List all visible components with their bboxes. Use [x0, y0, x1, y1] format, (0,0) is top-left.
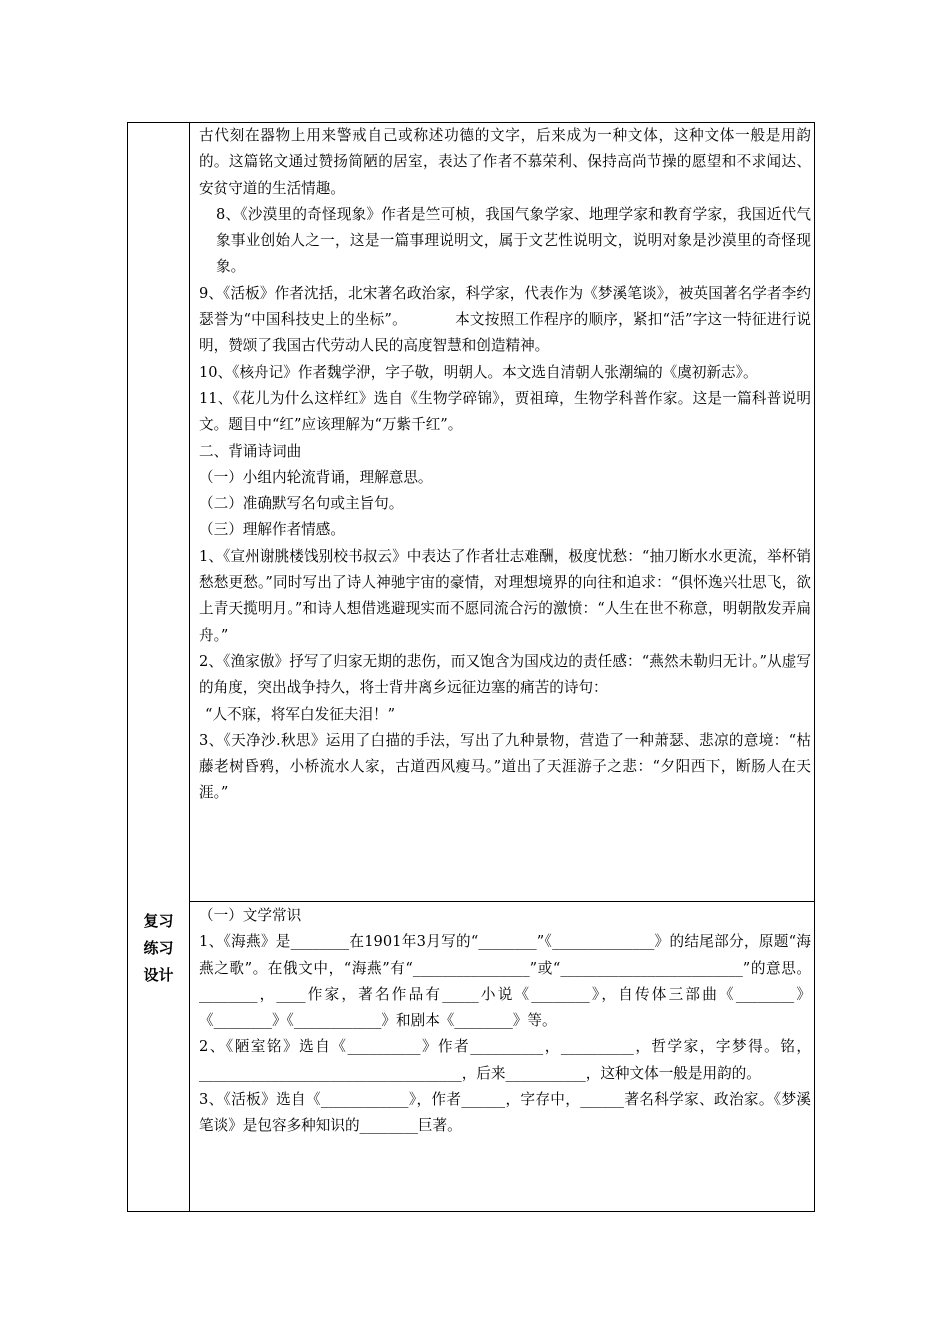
paragraph-item-10: 10、《核舟记》作者魏学洢，字子敬，明朝人。本文选自清朝人张潮编的《虞初新志》。 [199, 363, 758, 381]
question-3-huoban: 3、《活板》选自《____________》，作者______，字存中，______著名科学家、政治家。《梦溪笔谈》是包容多种知识的________巨著。 [199, 1091, 811, 1135]
lesson-table [127, 122, 815, 1212]
paragraph-poem-2: 2、《渔家傲》抒写了归家无期的悲伤，而又饱含为国戍边的责任感：“燕然未勒归无计。”从虚写的角度，突出战争持久，将士背井离乡远征边塞的痛苦的诗句： [199, 652, 811, 697]
item-9-part-b: 本文按照工作程序的顺序，紧扣“活”字这一特征进行说明，赞颂了我国古代劳动人民的高度智慧和创造精神。 [199, 311, 811, 355]
question-1-haiyan: 1、《海燕》是________在1901年3月写的“________”《______________》的结尾部分，原题“海燕之歌”。在俄文中，“海燕”有“________________”或“_________________________”的意思。________，____作家，著名作品有_____小说《________》，自传体三部曲《________》《________》《____________》和剧本《________》等。 [199, 933, 811, 1030]
review-heading: （一）文学常识 [199, 907, 302, 924]
question-2-loushiming: 2、《陋室铭》选自《__________》作者__________，__________，哲学家，字梦得。铭，____________________________________，后来___________，这种文体一般是用韵的。 [199, 1038, 811, 1082]
section-heading-recite: 二、背诵诗词曲 [199, 442, 302, 460]
paragraph-item-11: 11、《花儿为什么这样红》选自《生物学碎锦》，贾祖璋，生物学科普作家。这是一篇科普说明文。题目中“红”应该理解为“万紫千红”。 [199, 389, 811, 434]
review-practice-label [128, 908, 189, 989]
paragraph-poem-1: 1、《宣州谢朓楼饯别校书叔云》中表达了作者壮志难酬，极度忧愁：“抽刀断水水更流，举杯销愁愁更愁。”同时写出了诗人神驰宇宙的豪情，对理想境界的向往和追求：“俱怀逸兴壮思飞，欲上青天揽明月。”和诗人想借逃避现实而不愿同流合污的激愤：“人生在世不称意，明朝散发弄扁舟。” [199, 547, 811, 644]
sub-heading-3: （三）理解作者情感。 [199, 521, 345, 539]
item-9-part-a: 9、《活板》作者沈括，北宋著名政治家，科学家，代表作为《梦溪笔谈》，被英国著名学者李约瑟誉为“中国科技史上的坐标”。 [199, 284, 811, 329]
label-line-3: 设计 [143, 966, 174, 984]
paragraph-item-8: 8、《沙漠里的奇怪现象》作者是竺可桢，我国气象学家、地理学家和教育学家，我国近代气象事业创始人之一，这是一篇事理说明文，属于文艺性说明文，说明对象是沙漠里的奇怪现象。 [216, 205, 811, 276]
sub-heading-2: （二）准确默写名句或主旨句。 [199, 495, 404, 513]
paragraph-poem-3: 3、《天净沙.秋思》运用了白描的手法，写出了九种景物，营造了一种萧瑟、悲凉的意境：“枯藤老树昏鸦，小桥流水人家，古道西风瘦马。”道出了天涯游子之悲：“夕阳西下，断肠人在天涯。” [199, 731, 811, 802]
column-divider [189, 123, 190, 1211]
label-line-2: 练习 [143, 939, 174, 957]
paragraph-poem-2-quote: “人不寐，将军白发征夫泪！” [205, 705, 396, 723]
paragraph-inscription-definition: 古代刻在器物上用来警戒自己或称述功德的文字，后来成为一种文体，这种文体一般是用韵的。这篇铭文通过赞扬简陋的居室，表达了作者不慕荣利、保持高尚节操的愿望和不求闻达、安贫守道的生活情趣。 [199, 127, 811, 197]
paragraph-item-9 [199, 281, 811, 360]
row-divider [189, 901, 815, 902]
upper-content-cell [199, 123, 811, 807]
review-content-cell [199, 903, 811, 1140]
label-line-1: 复习 [143, 912, 174, 930]
sub-heading-1: （一）小组内轮流背诵，理解意思。 [199, 468, 433, 486]
